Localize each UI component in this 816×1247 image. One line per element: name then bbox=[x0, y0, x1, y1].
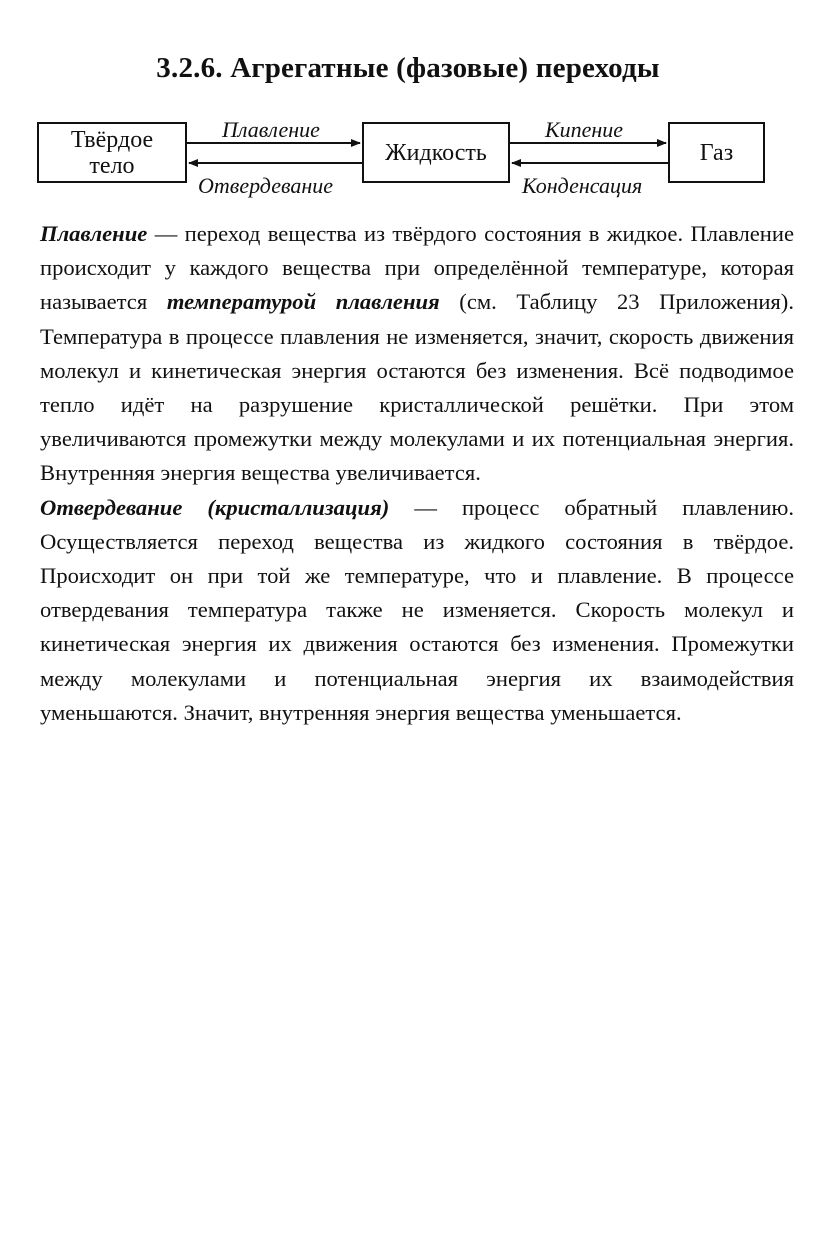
gas-state-box bbox=[668, 122, 765, 183]
solid-label-line1: Твёрдое bbox=[70, 126, 154, 153]
liquid-state-box bbox=[362, 122, 510, 183]
melting-text-a: — переход вещества из твёрдого состояния в жидкое. Плавление происходит у каждого вещества при определённой температуре, которая называется bbox=[40, 221, 794, 315]
boiling-label: Кипение bbox=[545, 117, 624, 142]
melting-paragraph bbox=[40, 217, 794, 491]
page-title: 3.2.6. Агрегатные (фазовые) переходы bbox=[156, 52, 660, 84]
melting-text-b: (см. Таблицу 23 Приложения). Температура в процессе плавления не изменяется, значит, скорость движения молекул и кинетическая энергия остаются без изменения. Всё подводимое тепло идёт на разрушение кристаллической решётки. При этом увеличиваются промежутки между молекулами и их потенциальная энергия. Внутренняя энергия вещества увеличивается. bbox=[40, 289, 794, 486]
melting-term: Плавление bbox=[40, 221, 148, 246]
condensation-label: Конденсация bbox=[522, 173, 643, 198]
melting-temperature-term: температурой плавления bbox=[166, 289, 440, 315]
solidification-paragraph bbox=[40, 491, 794, 730]
melting-label: Плавление bbox=[222, 117, 320, 142]
solid-state-box bbox=[37, 122, 187, 183]
solidification-label: Отвердевание bbox=[198, 173, 334, 198]
gas-label: Газ bbox=[699, 139, 734, 166]
solidification-term: Отвердевание (кристаллизация) bbox=[40, 494, 390, 520]
phase-transition-diagram bbox=[0, 0, 816, 200]
liquid-label: Жидкость bbox=[385, 139, 487, 166]
solidification-text: — процесс обратный плавлению. Осуществляется переход вещества из жидкого состояния в твёрдое. Происходит он при той же температуре, что и плавление. В процессе отвердевания температура также не изменяется. Скорость молекул и кинетическая энергия их движения остаются без изменения. Промежутки между молекулами и потенциальная энергия их взаимодействия уменьшаются. Значит, внутренняя энергия вещества уменьшается. bbox=[40, 494, 794, 725]
solid-label-line2: тело bbox=[89, 152, 135, 179]
body-text bbox=[40, 217, 794, 730]
